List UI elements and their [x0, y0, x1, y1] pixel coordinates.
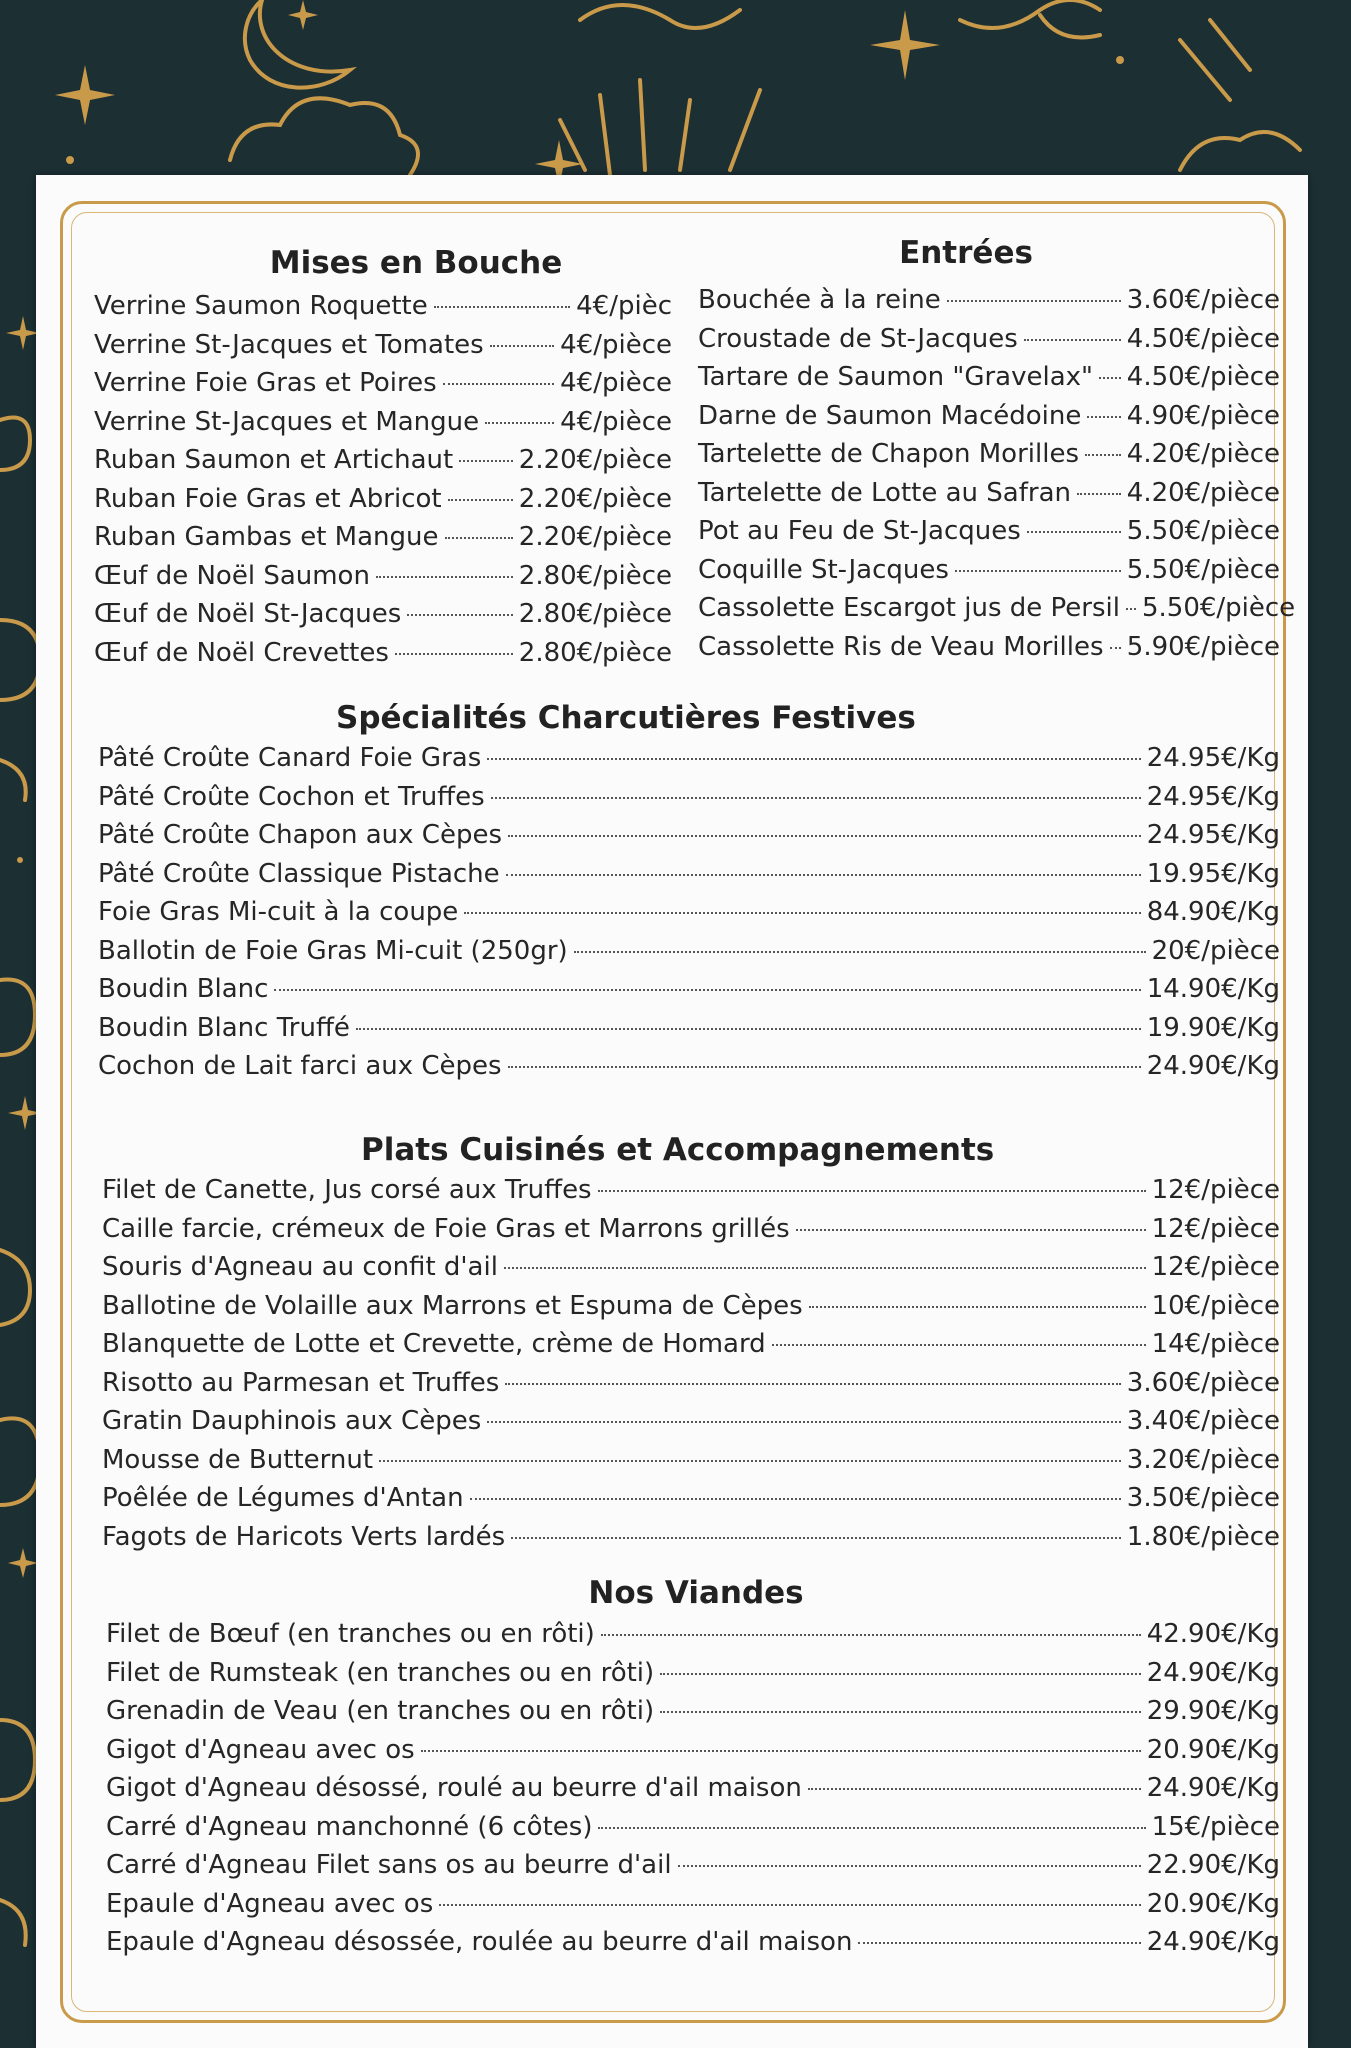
menu-item [98, 936, 1280, 975]
menu-item [98, 743, 1280, 782]
dot-leader [858, 1942, 1140, 1944]
menu-item-price: 20.90€/Kg [1146, 1888, 1280, 1919]
menu-item-name: Pâté Croûte Chapon aux Cèpes [98, 820, 502, 850]
menu-item-price: 19.95€/Kg [1146, 858, 1280, 889]
menu-item-price: 20.90€/Kg [1146, 1734, 1280, 1765]
dot-leader [485, 422, 554, 424]
menu-item [106, 1619, 1280, 1658]
menu-item-name: Verrine Foie Gras et Poires [94, 368, 437, 398]
menu-item [698, 401, 1280, 440]
menu-item-price: 42.90€/Kg [1146, 1619, 1280, 1649]
menu-item-name: Ruban Gambas et Mangue [94, 522, 439, 552]
menu-item [698, 324, 1280, 363]
menu-item [94, 484, 672, 523]
dot-leader [511, 1537, 1121, 1539]
menu-item-name: Œuf de Noël St-Jacques [94, 599, 402, 629]
menu-item [698, 439, 1280, 478]
menu-item-name: Boudin Blanc [98, 974, 269, 1004]
menu-item-price: 24.95€/Kg [1146, 743, 1280, 773]
menu-item-price: 5.90€/pièce [1126, 631, 1280, 662]
section-title-plats: Plats Cuisinés et Accompagnements [361, 1132, 995, 1168]
menu-item-price: 22.90€/Kg [1146, 1850, 1280, 1880]
menu-item [106, 1735, 1280, 1774]
menu-item-price: 1.80€/pièce [1126, 1521, 1280, 1552]
menu-item-price: 2.80€/pièce [518, 599, 672, 629]
menu-item-price: 20€/pièce [1151, 935, 1280, 966]
menu-item-name: Gigot d'Agneau désossé, roulé au beurre d'ail maison [106, 1773, 802, 1803]
menu-item [106, 1812, 1280, 1851]
dot-leader [445, 537, 513, 539]
menu-item-name: Darne de Saumon Macédoine [698, 400, 1082, 431]
menu-item-name: Poêlée de Légumes d'Antan [102, 1483, 464, 1513]
menu-item [98, 820, 1280, 859]
menu-item-name: Carré d'Agneau Filet sans os au beurre d'ail [106, 1850, 672, 1880]
menu-item-price: 2.20€/pièce [518, 483, 672, 514]
menu-item-price: 4€/pièce [560, 329, 672, 360]
dot-leader [772, 1344, 1146, 1346]
menu-item-price: 24.90€/Kg [1146, 1773, 1280, 1803]
menu-item-name: Caille farcie, crémeux de Foie Gras et Marrons grillés [102, 1213, 790, 1244]
menu-item-name: Coquille St-Jacques [698, 554, 949, 585]
menu-item-name: Souris d'Agneau au confit d'ail [102, 1252, 498, 1282]
menu-item-price: 3.40€/pièce [1126, 1406, 1280, 1436]
menu-item-price: 4.50€/pièce [1126, 323, 1280, 354]
dot-leader [395, 653, 513, 655]
dot-leader [506, 874, 1141, 876]
dot-leader [1087, 416, 1120, 418]
dot-leader [491, 797, 1141, 799]
menu-item-price: 4.90€/pièce [1126, 400, 1280, 431]
menu-item [698, 516, 1280, 555]
menu-item-price: 4€/pièce [560, 368, 672, 398]
menu-item-price: 2.20€/pièce [518, 522, 672, 552]
menu-item-price: 12€/pièce [1151, 1213, 1280, 1244]
menu-item-name: Pot au Feu de St-Jacques [698, 516, 1021, 546]
menu-item [98, 859, 1280, 898]
dot-leader [796, 1229, 1146, 1231]
menu-item [102, 1329, 1280, 1368]
menu-item [102, 1483, 1280, 1522]
menu-item-name: Ruban Saumon et Artichaut [94, 445, 454, 475]
menu-item-price: 3.20€/pièce [1126, 1444, 1280, 1475]
menu-item [698, 285, 1280, 324]
menu-item [94, 561, 672, 600]
menu-item-name: Pâté Croûte Cochon et Truffes [98, 781, 485, 812]
dot-leader [955, 570, 1121, 572]
menu-item-name: Tartelette de Lotte au Safran [698, 477, 1071, 508]
menu-item [102, 1406, 1280, 1445]
dot-leader [439, 1904, 1140, 1906]
dot-leader [376, 576, 513, 578]
menu-item-price: 24.90€/Kg [1146, 1657, 1280, 1688]
menu-item [698, 555, 1280, 594]
dot-leader [947, 300, 1121, 302]
dot-leader [508, 1066, 1141, 1068]
menu-item [94, 291, 672, 330]
menu-item-price: 24.95€/Kg [1146, 781, 1280, 812]
menu-item-price: 2.80€/pièce [518, 560, 672, 591]
section-title-entrees: Entrées [899, 235, 1033, 271]
menu-item [102, 1445, 1280, 1484]
menu-item [102, 1522, 1280, 1561]
menu-item-name: Grenadin de Veau (en tranches ou en rôti) [106, 1696, 655, 1726]
menu-item-name: Foie Gras Mi-cuit à la coupe [98, 897, 459, 927]
dot-leader [407, 614, 513, 616]
dot-leader [421, 1750, 1141, 1752]
dot-leader [1024, 339, 1121, 341]
menu-item-name: Mousse de Butternut [102, 1444, 374, 1475]
menu-item-name: Pâté Croûte Canard Foie Gras [98, 743, 482, 773]
menu-item [94, 445, 672, 484]
dot-leader [434, 306, 570, 308]
dot-leader [487, 1421, 1121, 1423]
dot-leader [274, 989, 1140, 991]
menu-item-name: Tartare de Saumon "Gravelax" [698, 362, 1093, 392]
menu-item-name: Verrine St-Jacques et Mangue [94, 406, 480, 437]
menu-item-price: 4€/pièce [560, 406, 672, 437]
menu-item [106, 1889, 1280, 1928]
list-viandes [106, 1619, 1280, 1966]
menu-item-price: 2.80€/pièce [518, 637, 672, 668]
menu-item [94, 330, 672, 369]
menu-item [98, 974, 1280, 1013]
menu-item [106, 1927, 1280, 1966]
menu-item [102, 1252, 1280, 1291]
dot-leader [808, 1788, 1141, 1790]
menu-item [106, 1696, 1280, 1735]
menu-item-price: 15€/pièce [1151, 1811, 1280, 1842]
menu-item-name: Pâté Croûte Classique Pistache [98, 858, 500, 889]
menu-item-name: Cassolette Escargot jus de Persil [698, 593, 1120, 623]
menu-item [698, 632, 1280, 671]
menu-item [698, 593, 1296, 632]
dot-leader [464, 912, 1140, 914]
dot-leader [809, 1306, 1146, 1308]
dot-leader [470, 1498, 1121, 1500]
menu-item-name: Carré d'Agneau manchonné (6 côtes) [106, 1811, 593, 1842]
menu-item [106, 1850, 1280, 1889]
section-title-mises-en-bouche: Mises en Bouche [269, 245, 563, 281]
menu-item-price: 29.90€/Kg [1146, 1696, 1280, 1726]
menu-item [94, 638, 672, 677]
dot-leader [1085, 454, 1121, 456]
dot-leader [1027, 531, 1121, 533]
menu-item-name: Cassolette Ris de Veau Morilles [698, 631, 1104, 662]
dot-leader [356, 1028, 1141, 1030]
menu-item-name: Boudin Blanc Truffé [98, 1012, 350, 1043]
menu-item-price: 12€/pièce [1151, 1175, 1280, 1205]
menu-item-price: 14€/pièce [1151, 1329, 1280, 1359]
menu-item-price: 5.50€/pièce [1126, 554, 1280, 585]
menu-item-name: Blanquette de Lotte et Crevette, crème de Homard [102, 1329, 766, 1359]
menu-item [102, 1175, 1280, 1214]
dot-leader [1099, 377, 1121, 379]
section-title-charcuterie: Spécialités Charcutières Festives [336, 700, 916, 736]
menu-item-name: Verrine St-Jacques et Tomates [94, 329, 484, 360]
menu-item [698, 478, 1280, 517]
dot-leader [505, 1383, 1120, 1385]
menu-item-name: Cochon de Lait farci aux Cèpes [98, 1051, 502, 1081]
menu-item-name: Gigot d'Agneau avec os [106, 1734, 415, 1765]
dot-leader [1077, 493, 1121, 495]
menu-item-name: Risotto au Parmesan et Truffes [102, 1367, 500, 1398]
dot-leader [1126, 608, 1136, 610]
dot-leader [574, 951, 1146, 953]
menu-item [98, 897, 1280, 936]
menu-item-price: 5.50€/pièce [1141, 593, 1296, 623]
menu-item-name: Ballotine de Volaille aux Marrons et Espuma de Cèpes [102, 1290, 803, 1321]
menu-item [698, 362, 1280, 401]
menu-item-name: Verrine Saumon Roquette [94, 291, 428, 321]
menu-item-price: 24.90€/Kg [1146, 1927, 1280, 1957]
menu-item [106, 1773, 1280, 1812]
menu-item-name: Filet de Canette, Jus corsé aux Truffes [102, 1175, 592, 1205]
menu-item-name: Croustade de St-Jacques [698, 323, 1018, 354]
menu-item [98, 1013, 1280, 1052]
menu-item-name: Epaule d'Agneau désossée, roulée au beurre d'ail maison [106, 1927, 853, 1957]
menu-item-name: Ballotin de Foie Gras Mi-cuit (250gr) [98, 935, 568, 966]
menu-item-name: Ruban Foie Gras et Abricot [94, 483, 442, 514]
menu-item [102, 1291, 1280, 1330]
menu-item-price: 3.50€/pièce [1126, 1483, 1280, 1513]
dot-leader [487, 758, 1140, 760]
menu-item-price: 4.20€/pièce [1126, 439, 1280, 469]
dot-leader [508, 835, 1141, 837]
menu-item-price: 4.20€/pièce [1126, 477, 1280, 508]
menu-item-price: 24.90€/Kg [1146, 1051, 1280, 1081]
dot-leader [379, 1460, 1121, 1462]
menu-item-name: Bouchée à la reine [698, 285, 941, 315]
menu-item-price: 84.90€/Kg [1146, 897, 1280, 927]
menu-item-price: 24.95€/Kg [1146, 820, 1280, 850]
menu-item-price: 10€/pièce [1151, 1290, 1280, 1321]
menu-item [102, 1368, 1280, 1407]
menu-item-price: 14.90€/Kg [1146, 974, 1280, 1004]
menu-item-name: Gratin Dauphinois aux Cèpes [102, 1406, 482, 1436]
dot-leader [678, 1865, 1141, 1867]
menu-item [94, 522, 672, 561]
menu-item-price: 4€/pièc [576, 291, 672, 321]
dot-leader [490, 345, 554, 347]
menu-item-name: Tartelette de Chapon Morilles [698, 439, 1079, 469]
menu-sheet [36, 175, 1308, 2048]
section-title-viandes: Nos Viandes [588, 1575, 804, 1611]
list-entrees [698, 285, 1296, 670]
list-mises-en-bouche [94, 291, 672, 676]
menu-item [94, 407, 672, 446]
menu-item-name: Epaule d'Agneau avec os [106, 1888, 434, 1919]
menu-item-price: 2.20€/pièce [518, 445, 672, 475]
menu-item [94, 368, 672, 407]
list-charcuterie [98, 743, 1280, 1090]
menu-item-name: Filet de Bœuf (en tranches ou en rôti) [106, 1619, 595, 1649]
dot-leader [459, 460, 513, 462]
dot-leader [601, 1634, 1141, 1636]
dot-leader [1110, 647, 1121, 649]
menu-item [106, 1658, 1280, 1697]
menu-item-price: 5.50€/pièce [1126, 516, 1280, 546]
menu-item-name: Filet de Rumsteak (en tranches ou en rôti) [106, 1657, 655, 1688]
menu-item-name: Fagots de Haricots Verts lardés [102, 1521, 506, 1552]
dot-leader [448, 499, 513, 501]
menu-item [94, 599, 672, 638]
menu-item-price: 4.50€/pièce [1126, 362, 1280, 392]
menu-item-name: Œuf de Noël Crevettes [94, 637, 389, 668]
menu-item-price: 3.60€/pièce [1126, 1367, 1280, 1398]
dot-leader [598, 1827, 1145, 1829]
dot-leader [660, 1711, 1141, 1713]
menu-item-price: 19.90€/Kg [1146, 1012, 1280, 1043]
dot-leader [660, 1673, 1141, 1675]
menu-item-price: 3.60€/pièce [1126, 285, 1280, 315]
menu-item [98, 782, 1280, 821]
menu-item-price: 12€/pièce [1151, 1252, 1280, 1282]
list-plats [102, 1175, 1280, 1560]
dot-leader [504, 1267, 1146, 1269]
dot-leader [598, 1190, 1146, 1192]
menu-item [102, 1214, 1280, 1253]
dot-leader [443, 383, 554, 385]
menu-item [98, 1051, 1280, 1090]
menu-item-name: Œuf de Noël Saumon [94, 560, 370, 591]
